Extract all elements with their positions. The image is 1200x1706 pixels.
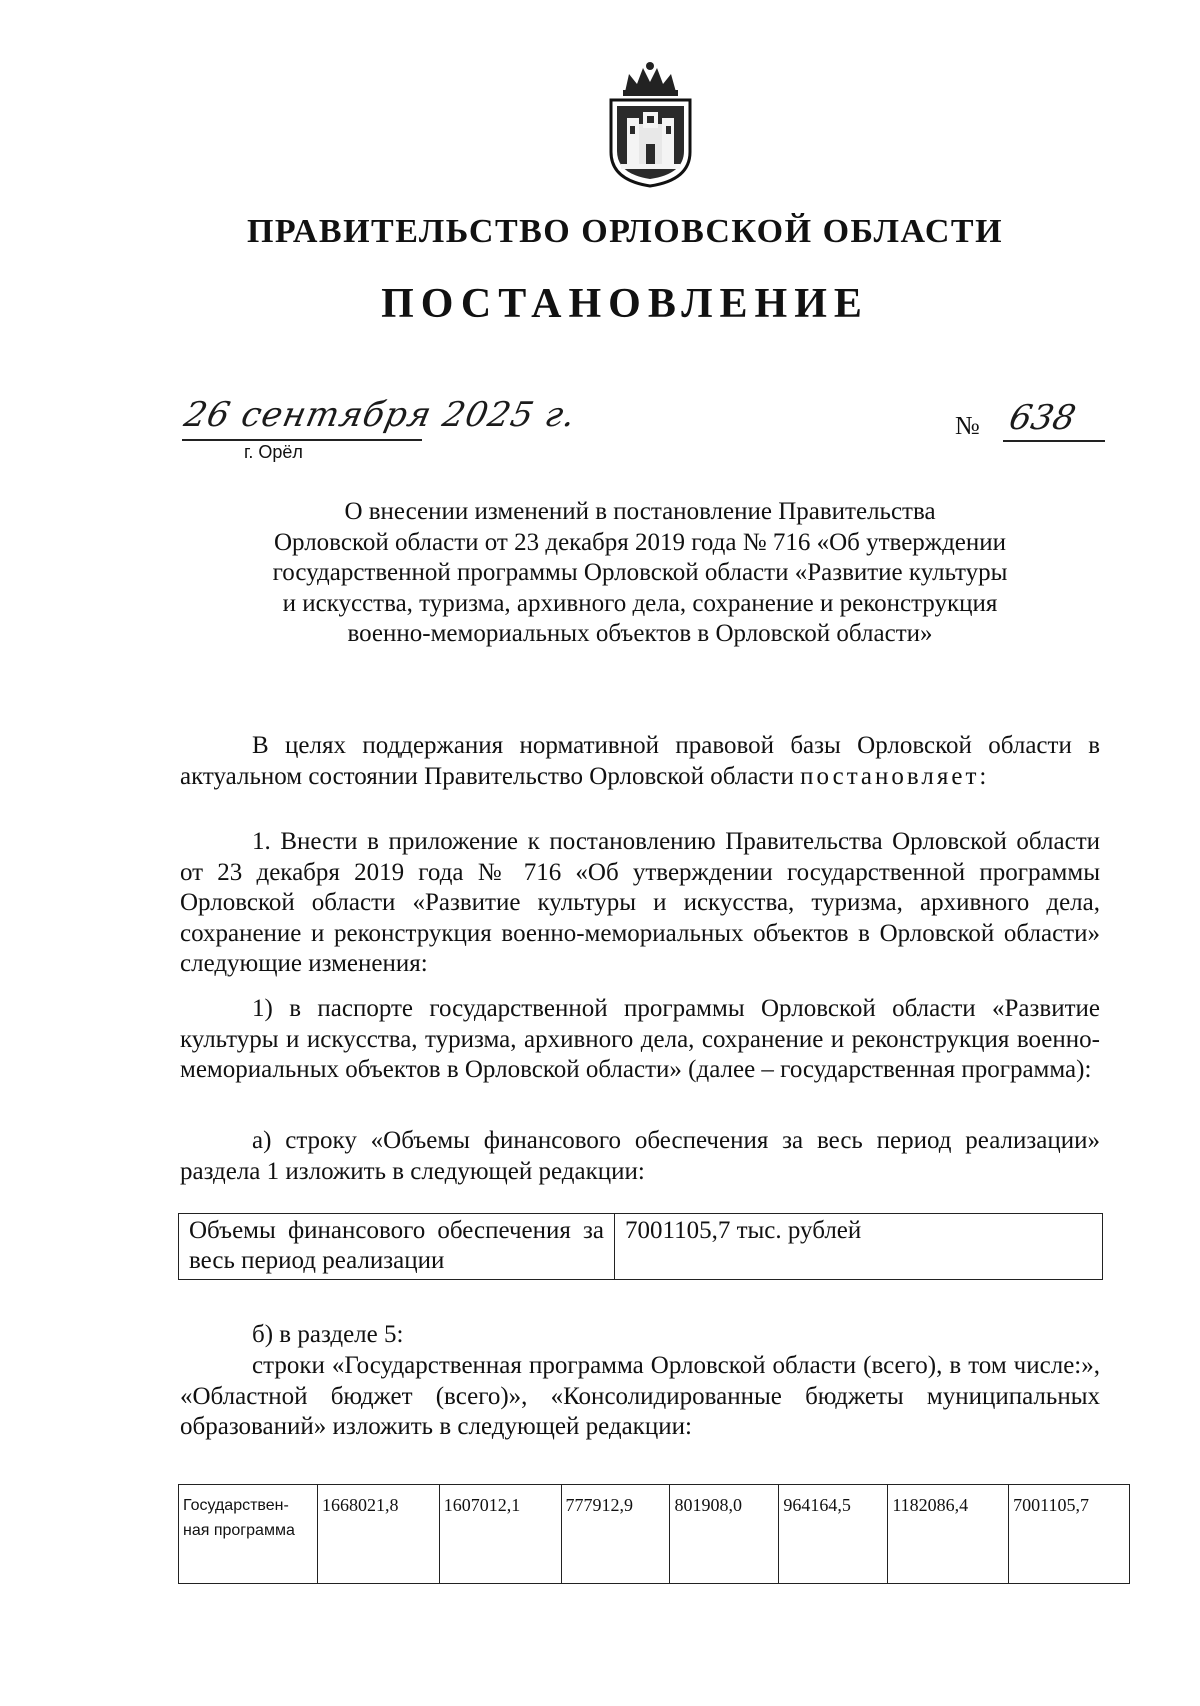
value-cell: 1668021,8 (318, 1485, 440, 1584)
value-cell: 1182086,4 (888, 1485, 1009, 1584)
coat-of-arms-icon (603, 60, 698, 188)
handwritten-number: 638 (1005, 398, 1080, 438)
document-subject (180, 497, 1100, 650)
document-type-title: ПОСТАНОВЛЕНИЕ (381, 281, 869, 327)
subject-line: военно-мемориальных объектов в Орловской области» (347, 620, 933, 647)
funding-table (178, 1213, 1103, 1280)
resolves-word: постановляет (800, 762, 980, 790)
value-cell: 801908,0 (670, 1485, 779, 1584)
preamble-colon: : (979, 762, 987, 790)
subject-line: О внесении изменений в постановление Правительства (344, 498, 936, 525)
program-funding-table (178, 1484, 1130, 1584)
total-value-cell: 7001105,7 (1009, 1485, 1130, 1584)
subitem-a-paragraph: а) строку «Объемы финансового обеспечения за весь период реализации» раздела 1 изложить в следующей редакции: (180, 1127, 1100, 1185)
subject-line: Орловской области от 23 декабря 2019 года № 716 «Об утверждении (273, 528, 1007, 556)
subitem-b-paragraph: б) в разделе 5: (252, 1321, 404, 1348)
subject-line: государственной программы Орловской области «Развитие культуры (272, 559, 1008, 586)
funding-label-cell: Объемы финансового обеспечения за весь период реализации (179, 1214, 615, 1280)
value-cell: 777912,9 (561, 1485, 670, 1584)
government-title: ПРАВИТЕЛЬСТВО ОРЛОВСКОЙ ОБЛАСТИ (246, 213, 1004, 250)
number-underline (1003, 440, 1105, 442)
rows-instruction-paragraph: строки «Государственная программа Орловской области (всего), в том числе:», «Областной бюджет (всего)», «Консолидированные бюджеты муниципальных образований» изложить в следующей редакции: (180, 1352, 1100, 1440)
subitem-1-paragraph: 1) в паспорте государственной программы Орловской области «Развитие культуры и искусства, туризма, архивного дела, сохранение и реконструкция военно-мемориальных объектов в Орловской области» (далее – государственная программа): (180, 995, 1100, 1083)
value-cell: 1607012,1 (439, 1485, 561, 1584)
program-label-cell: Государствен-ная программа (179, 1485, 318, 1584)
number-label: № (955, 411, 980, 440)
value-cell: 964164,5 (779, 1485, 888, 1584)
item-1-paragraph: 1. Внести в приложение к постановлению Правительства Орловской области от 23 декабря 2019 года № 716 «Об утверждении государственной программы Орловской области «Развитие культуры и искусства, туризма, архивного дела, сохранение и реконструкция военно-мемориальных объектов в Орловской области» следующие изменения: (180, 828, 1100, 977)
table-row (179, 1485, 1130, 1584)
handwritten-date: 26 сентября 2025 г. (180, 395, 580, 435)
city-label: г. Орёл (244, 442, 303, 462)
date-underline (182, 439, 422, 441)
subject-line: и искусства, туризма, архивного дела, сохранение и реконструкция (282, 589, 998, 617)
preamble-paragraph (180, 731, 1100, 792)
preamble-text: В целях поддержания нормативной правовой базы Орловской области в актуальном состоянии Правительство Орловской области (180, 732, 1100, 790)
funding-value-cell: 7001105,7 тыс. рублей (615, 1214, 1103, 1280)
table-row (179, 1214, 1103, 1280)
